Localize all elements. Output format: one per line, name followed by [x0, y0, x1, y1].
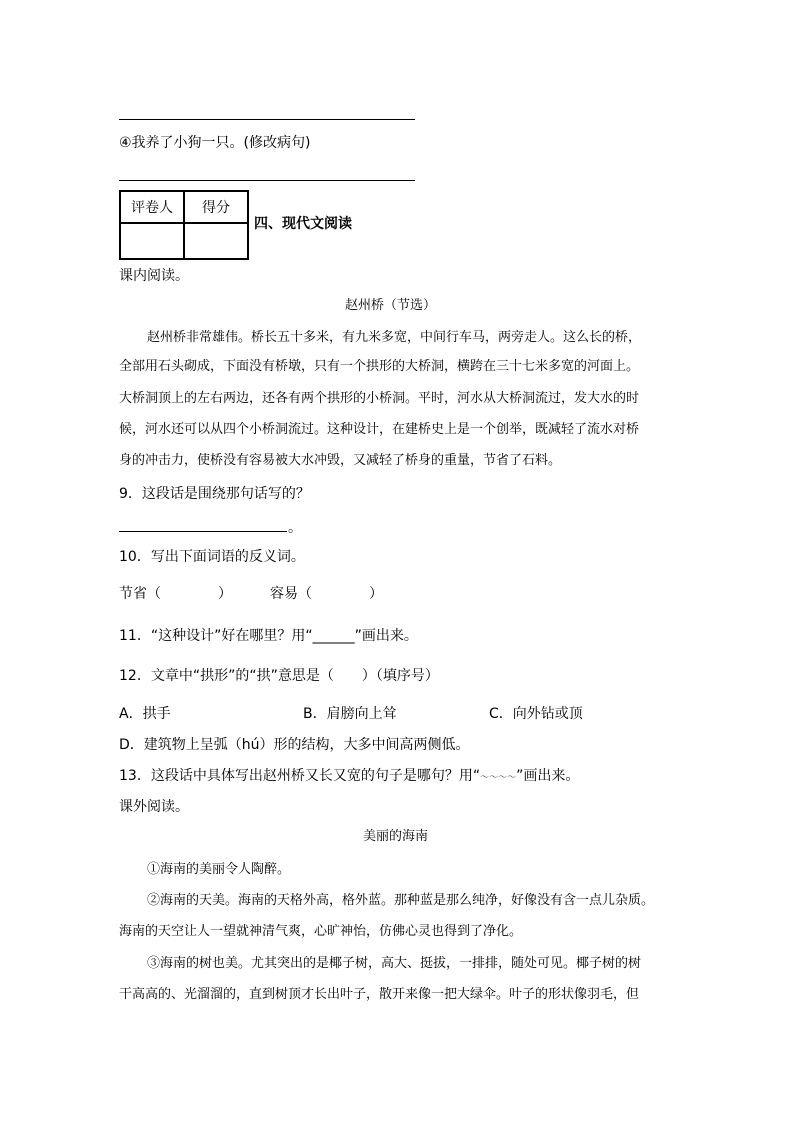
reviewer-header: 评卷人 — [120, 191, 184, 223]
passage-title: 赵州桥（节选） — [345, 298, 437, 313]
passage2-title: 美丽的海南 — [363, 829, 429, 844]
passage-line: 赵州桥非常雄伟。桥长五十多米，有九米多宽，中间行车马，两旁走人。这么长的桥， — [147, 330, 642, 345]
question-13 — [119, 766, 579, 788]
passage2-line: 海南的天空让人一望就神清气爽，心旷神怡，仿佛心灵也得到了净化。 — [119, 924, 523, 939]
score-header: 得分 — [184, 191, 248, 223]
q9-end: 。 — [288, 520, 302, 536]
inclass-label: 课内阅读。 — [119, 268, 189, 284]
question-11 — [119, 626, 418, 646]
q12-option-a[interactable]: A．拱手 — [119, 706, 171, 722]
q11-post: ”画出来。 — [354, 628, 418, 644]
reviewer-cell[interactable] — [120, 223, 184, 259]
question-9: 9．这段话是围绕那句话写的？ — [119, 486, 310, 502]
q10-word1: 节省（ — [119, 586, 161, 602]
passage2-line: ③海南的树也美。尤其突出的是椰子树，高大、挺拔，一排排，随处可见。椰子树的树 — [147, 956, 642, 971]
q11-mark: ______ — [312, 628, 355, 644]
answer-line[interactable] — [119, 531, 287, 532]
q10-close1: ） — [218, 586, 232, 602]
grader-table — [119, 190, 249, 260]
q12-option-d[interactable]: D．建筑物上呈弧（hú）形的结构，大多中间高两侧低。 — [119, 737, 470, 753]
passage-line: 身的冲击力，使桥没有容易被大水冲毁，又减轻了桥身的重量，节省了石料。 — [119, 453, 562, 468]
q11-pre: 11．“这种设计”好在哪里？用“ — [119, 628, 313, 644]
passage2-line: ①海南的美丽令人陶醉。 — [147, 862, 291, 877]
question-10: 10．写出下面词语的反义词。 — [119, 549, 305, 565]
passage2-line: ②海南的天美。海南的天格外高，格外蓝。那种蓝是那么纯净，好像没有含一点儿杂质。 — [147, 893, 655, 908]
q13-mark: ～～～～ — [480, 773, 517, 783]
q10-word2: 容易（ — [270, 586, 312, 602]
section-title: 四、现代文阅读 — [254, 216, 352, 232]
q13-pre: 13．这段话中具体写出赵州桥又长又宽的句子是哪句？用“ — [119, 768, 481, 784]
passage-line: 大桥洞顶上的左右两边，还各有两个拱形的小桥洞。平时，河水从大桥洞流过，发大水的时 — [119, 391, 640, 406]
q10-close2: ） — [369, 586, 383, 602]
passage-line: 候，河水还可以从四个小桥洞流过。这种设计，在建桥史上是一个创举，既减轻了流水对桥 — [119, 422, 640, 437]
passage2-line: 干高高的、光溜溜的，直到树顶才长出叶子，散开来像一把大绿伞。叶子的形状像羽毛，但 — [119, 987, 640, 1002]
score-cell[interactable] — [184, 223, 248, 259]
q12-option-b[interactable]: B．肩膀向上耸 — [303, 706, 397, 722]
question-12: 12．文章中“拱形”的“拱”意思是（ ）（填序号） — [119, 668, 439, 684]
answer-line[interactable] — [119, 180, 415, 181]
outclass-label: 课外阅读。 — [119, 799, 189, 815]
q12-option-c[interactable]: C．向外钻或顶 — [489, 706, 583, 722]
passage-line: 全部用石头砌成，下面没有桥墩，只有一个拱形的大桥洞，横跨在三十七米多宽的河面上。 — [119, 359, 640, 374]
q8-item4: ④我养了小狗一只。(修改病句) — [119, 135, 311, 151]
q13-post: ”画出来。 — [516, 768, 580, 784]
answer-line[interactable] — [119, 119, 415, 120]
